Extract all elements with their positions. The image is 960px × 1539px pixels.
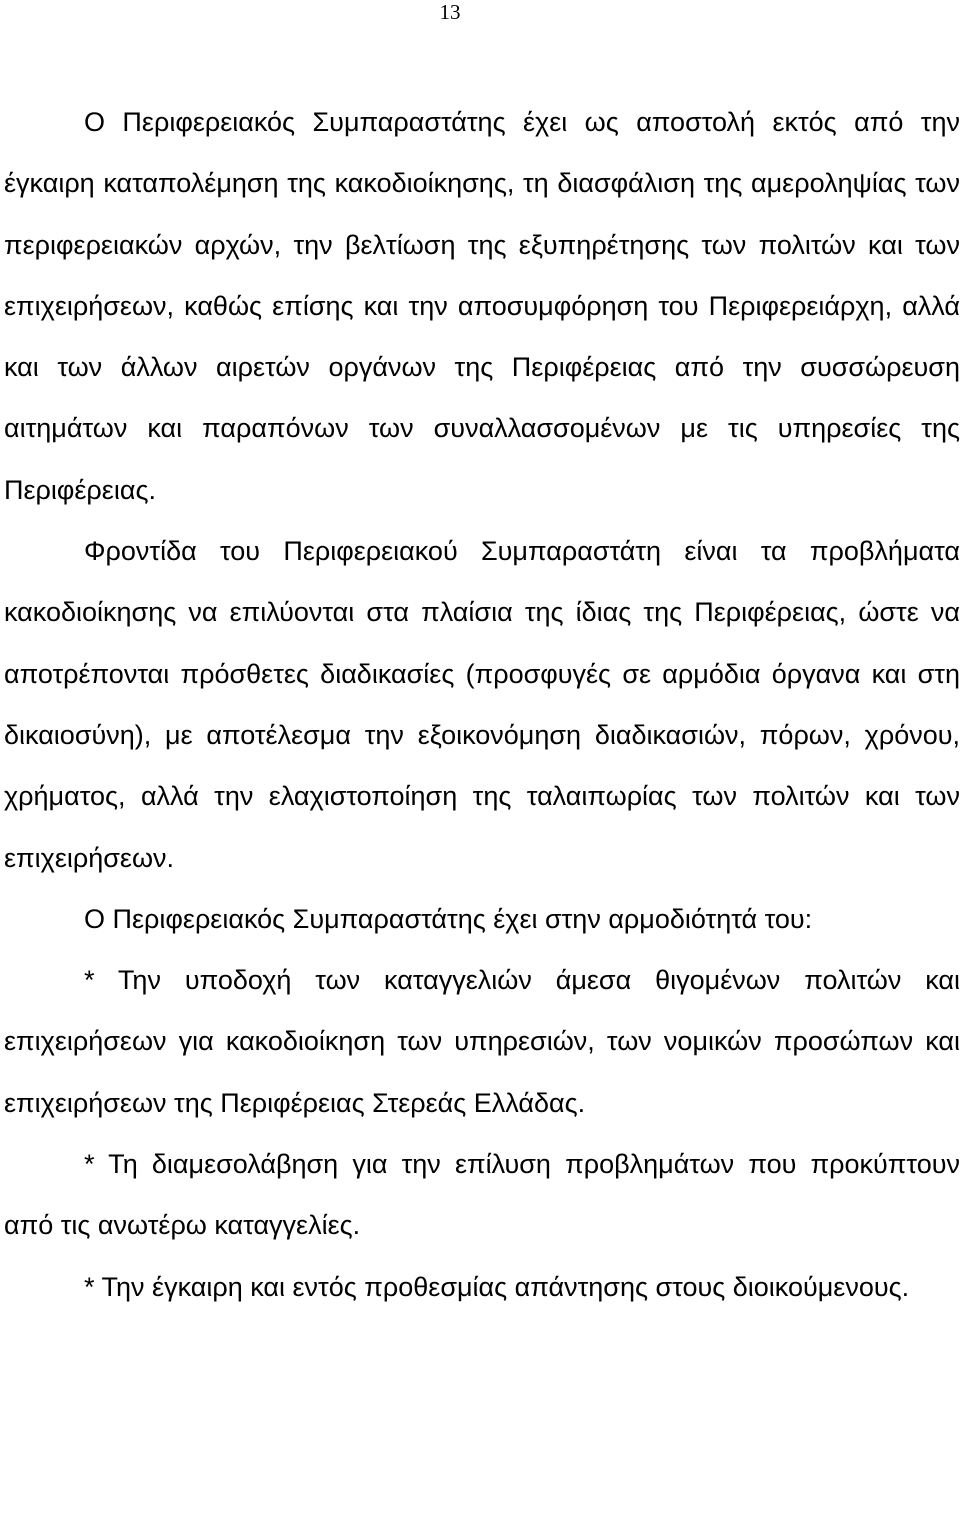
document-body [4,92,960,1318]
list-item-complaints: * Την υποδοχή των καταγγελιών άμεσα θιγομένων πολιτών και επιχειρήσεων για κακοδιοίκηση των υπηρεσιών, των νομικών προσώπων και επιχειρήσεων της Περιφέρειας Στερεάς Ελλάδας. [4,965,960,1118]
list-item-mediation: * Τη διαμεσολάβηση για την επίλυση προβλημάτων που προκύπτουν από τις ανωτέρω καταγγελίες. [4,1149,960,1241]
paragraph-responsibilities-intro: Ο Περιφερειακός Συμπαραστάτης έχει στην αρμοδιότητά του: [84,903,813,934]
list-item-timely-response: * Την έγκαιρη και εντός προθεσμίας απάντησης στους διοικούμενους. [84,1271,910,1302]
page-number: 13 [439,0,461,24]
paragraph-mission: Ο Περιφερειακός Συμπαραστάτης έχει ως αποστολή εκτός από την έγκαιρη καταπολέμηση της κακοδιοίκησης, τη διασφάλιση της αμεροληψίας των περιφερειακών αρχών, την βελτίωση της εξυπηρέτησης των πολιτών και των επιχειρήσεων, καθώς επίσης και την αποσυμφόρηση του Περιφερειάρχη, αλλά και των άλλων αιρετών οργάνων της Περιφέρειας από την συσσώρευση αιτημάτων και παραπόνων των συναλλασσομένων με τις υπηρεσίες της Περιφέρειας. [4,107,960,505]
paragraph-care: Φροντίδα του Περιφερειακού Συμπαραστάτη είναι τα προβλήματα κακοδιοίκησης να επιλύονται στα πλαίσια της ίδιας της Περιφέρειας, ώστε να αποτρέπονται πρόσθετες διαδικασίες (προσφυγές σε αρμόδια όργανα και στη δικαιοσύνη), με αποτέλεσμα την εξοικονόμηση διαδικασιών, πόρων, χρόνου, χρήματος, αλλά την ελαχιστοποίηση της ταλαιπωρίας των πολιτών και των επιχειρήσεων. [4,536,960,873]
